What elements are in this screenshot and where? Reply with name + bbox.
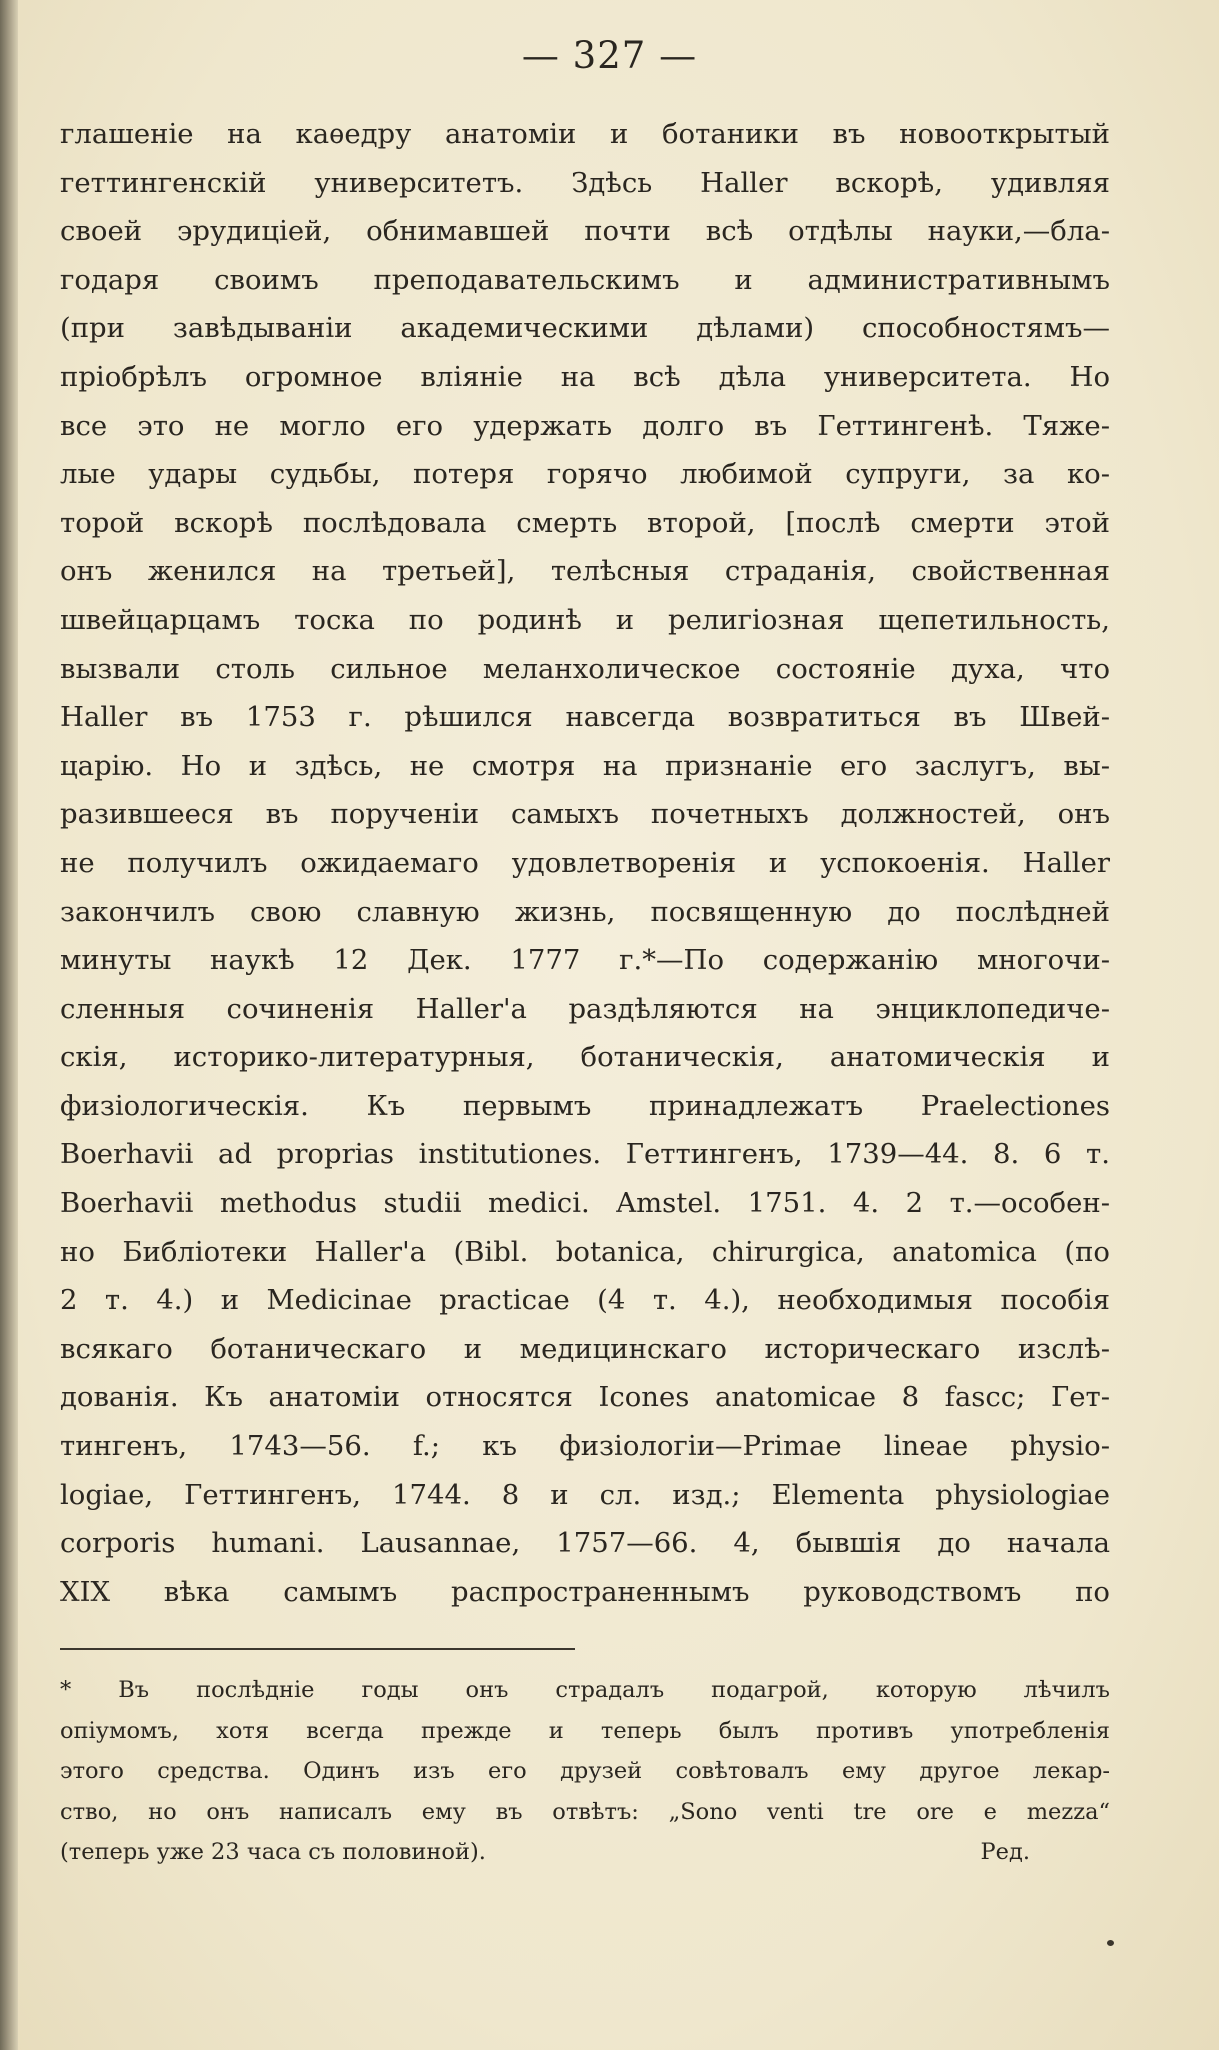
footnote-line: * Въ послѣднiе годы онъ страдалъ подагрой, которую лѣчилъ: [60, 1677, 1110, 1703]
text-line: (при завѣдыванiи академическими дѣлами) способностямъ—: [60, 312, 1110, 345]
text-line: годаря своимъ преподавательскимъ и административнымъ: [60, 263, 1110, 296]
footnote-last-line: [60, 1832, 1110, 1873]
text-line: Haller въ 1753 г. рѣшился навсегда возвратиться въ Швей-: [60, 701, 1110, 734]
text-line: не получилъ ожидаемаго удовлетворенiя и успокоенiя. Haller: [60, 846, 1110, 879]
footnote-line: этого средства. Одинъ изъ его друзей совѣтовалъ ему другое лекар-: [60, 1758, 1110, 1784]
text-line: 2 т. 4.) и Medicinae practicae (4 т. 4.), необходимыя пособiя: [60, 1284, 1110, 1317]
text-line: Boerhavii methodus studii medici. Amstel. 1751. 4. 2 т.—особен-: [60, 1187, 1110, 1220]
text-line: corporis humani. Lausannae, 1757—66. 4, бывшiя до начала: [60, 1527, 1110, 1560]
text-line: царiю. Но и здѣсь, не смотря на признанiе его заслугъ, вы-: [60, 749, 1110, 782]
text-line: минуты наукѣ 12 Дек. 1777 г.*—По содержанiю многочи-: [60, 944, 1110, 977]
book-spine-shadow: [0, 0, 18, 2050]
text-line: онъ женился на третьей], телѣсныя страданiя, свойственная: [60, 555, 1110, 588]
footnote-line: опiумомъ, хотя всегда прежде и теперь былъ противъ употребленiя: [60, 1717, 1110, 1744]
text-line: дованiя. Къ анатомiи относятся Icones anatomicae 8 fascc; Гет-: [60, 1381, 1110, 1414]
main-text-block: [60, 110, 1110, 1616]
ink-speck: [1107, 1940, 1114, 1946]
text-line: XIX вѣка самымъ распространеннымъ руководствомъ по: [60, 1575, 1110, 1608]
text-line: скiя, историко-литературныя, ботаническiя, анатомическiя и: [60, 1041, 1110, 1074]
text-line: logiae, Геттингенъ, 1744. 8 и сл. изд.; Elementa physiologiae: [60, 1478, 1110, 1511]
text-line: закончилъ свою славную жизнь, посвященную до послѣдней: [60, 895, 1110, 928]
text-line: разившееся въ порученiи самыхъ почетныхъ должностей, онъ: [60, 798, 1110, 831]
footnote-line: (теперь уже 23 часа съ половиной).: [60, 1839, 486, 1865]
footnote-signature: Ред.: [980, 1839, 1030, 1865]
text-line: все это не могло его удержать долго въ Геттингенѣ. Тяже-: [60, 409, 1110, 442]
page-number: — 327 —: [521, 34, 698, 77]
text-line: геттингенскiй университетъ. Здѣсь Haller вскорѣ, удивляя: [60, 166, 1110, 199]
footnote-line: ство, но онъ написалъ ему въ отвѣтъ: „Sono venti tre ore e mezza“: [60, 1798, 1110, 1825]
footnote-divider: [60, 1648, 575, 1650]
text-line: глашенiе на каѳедру анатомiи и ботаники въ новооткрытый: [60, 118, 1110, 150]
text-line: физiологическiя. Къ первымъ принадлежатъ Praelectiones: [60, 1089, 1110, 1122]
text-line: своей эрудицiей, обнимавшей почти всѣ отдѣлы науки,—бла-: [60, 215, 1110, 248]
footnote-block: [60, 1670, 1110, 1873]
text-line: но Библiотеки Haller'а (Bibl. botanica, chirurgica, anatomica (по: [60, 1235, 1110, 1268]
text-line: вызвали столь сильное меланхолическое состоянiе духа, что: [60, 652, 1110, 685]
text-line: торой вскорѣ послѣдовала смерть второй, [послѣ смерти этой: [60, 506, 1110, 539]
text-line: Boerhavii ad proprias institutiones. Геттингенъ, 1739—44. 8. 6 т.: [60, 1138, 1110, 1171]
text-line: швейцарцамъ тоска по родинѣ и религiозная щепетильность,: [60, 603, 1110, 636]
text-line: тингенъ, 1743—56. f.; къ физiологiи—Primae lineae physio-: [60, 1430, 1110, 1463]
text-line: всякаго ботаническаго и медицинскаго историческаго изслѣ-: [60, 1332, 1110, 1365]
text-line: лые удары судьбы, потеря горячо любимой супруги, за ко-: [60, 458, 1110, 491]
text-line: сленныя сочиненiя Haller'а раздѣляются на энциклопедиче-: [60, 992, 1110, 1025]
text-line: прiобрѣлъ огромное влiянiе на всѣ дѣла университета. Но: [60, 360, 1110, 393]
